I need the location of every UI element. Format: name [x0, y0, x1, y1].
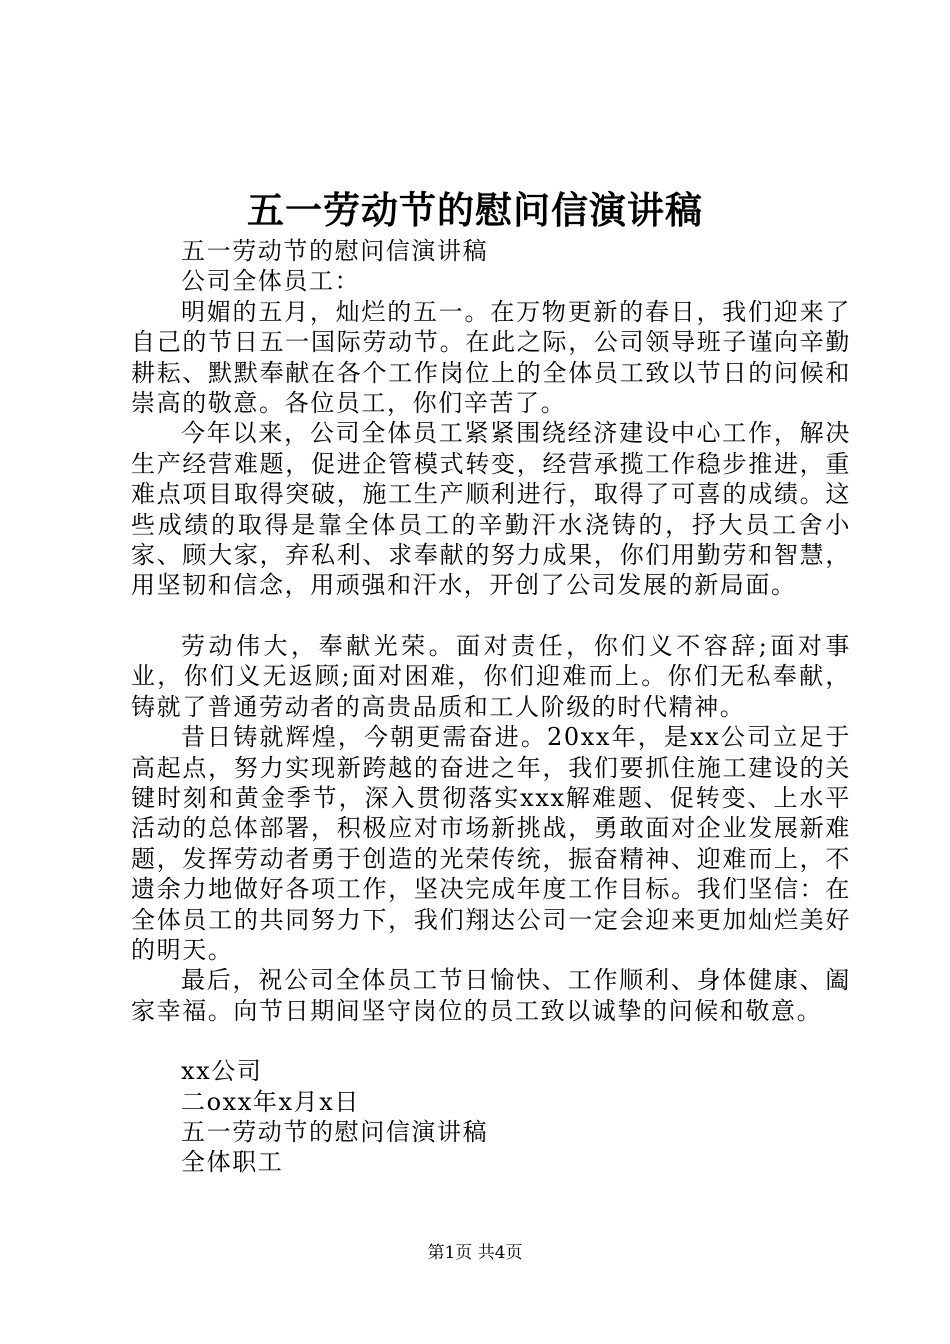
next-salutation: 全体职工: [181, 1148, 284, 1177]
paragraph-5: 最后，祝公司全体员工节日愉快、工作顺利、身体健康、阖家幸福。向节日期间坚守岗位的员工致以诚挚的问候和敬意。: [131, 966, 851, 1025]
page-number-footer: 第1页 共4页: [427, 1243, 523, 1263]
next-document-title: 五一劳动节的慰问信演讲稿: [181, 1117, 489, 1146]
paragraph-3: 劳动伟大，奉献光荣。面对责任，你们义不容辞;面对事业，你们义无返顾;面对困难，你们迎难而上。你们无私奉献，铸就了普通劳动者的高贵品质和工人阶级的时代精神。: [131, 631, 851, 721]
signature-date: 二oxx年x月x日: [181, 1087, 360, 1116]
paragraph-spacer: [131, 601, 851, 631]
salutation: 公司全体员工：: [181, 267, 361, 296]
paragraph-1: 明媚的五月，灿烂的五一。在万物更新的春日，我们迎来了自己的节日五一国际劳动节。在此之际，公司领导班子谨向辛勤耕耘、默默奉献在各个工作岗位上的全体员工致以节日的问候和崇高的敬意。各位员工，你们辛苦了。: [131, 297, 851, 418]
paragraph-4: 昔日铸就辉煌，今朝更需奋进。20xx年，是xx公司立足于高起点，努力实现新跨越的奋进之年，我们要抓住施工建设的关键时刻和黄金季节，深入贯彻落实xxx解难题、促转变、上水平活动的总体部署，积极应对市场新挑战，勇敢面对企业发展新难题，发挥劳动者勇于创造的光荣传统，振奋精神、迎难而上，不遗余力地做好各项工作，坚决完成年度工作目标。我们坚信：在全体员工的共同努力下，我们翔达公司一定会迎来更加灿烂美好的明天。: [131, 723, 851, 964]
signature-company: xx公司: [181, 1057, 263, 1086]
signature-spacer: [131, 1026, 851, 1056]
paragraph-2: 今年以来，公司全体员工紧紧围绕经济建设中心工作，解决生产经营难题，促进企管模式转变，经营承揽工作稳步推进，重难点项目取得突破，施工生产顺利进行，取得了可喜的成绩。这些成绩的取得是靠全体员工的辛勤汗水浇铸的，抒大员工舍小家、顾大家，弃私利、求奉献的努力成果，你们用勤劳和智慧，用坚韧和信念，用顽强和汗水，开创了公司发展的新局面。: [131, 419, 851, 600]
document-title: 五一劳动节的慰问信演讲稿: [247, 188, 703, 232]
document-body: [131, 236, 851, 1178]
subtitle-line: 五一劳动节的慰问信演讲稿: [181, 237, 489, 265]
